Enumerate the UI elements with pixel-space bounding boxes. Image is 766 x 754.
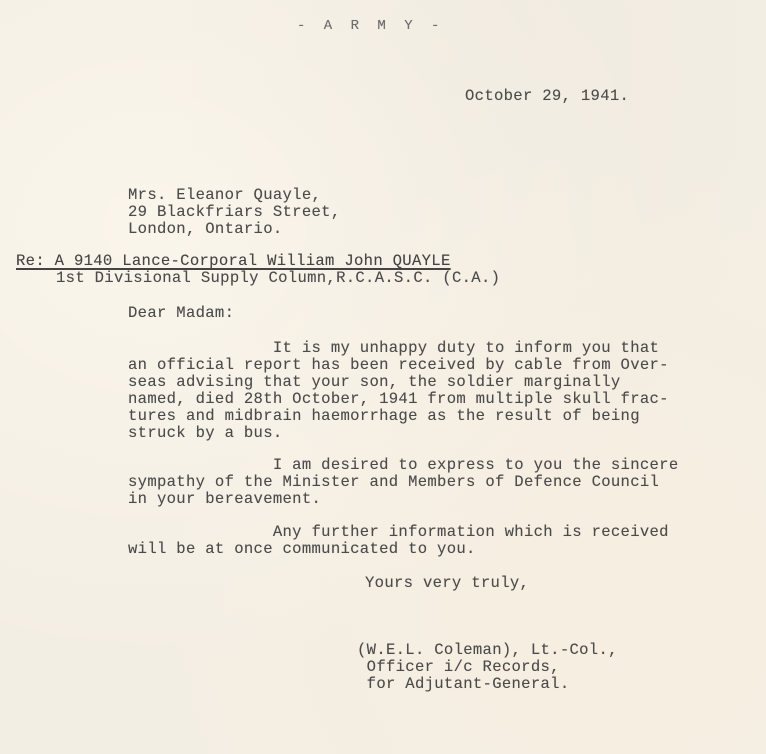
recipient-street: 29 Blackfriars Street, [128, 203, 341, 221]
paragraph-line: sympathy of the Minister and Members of Defence Council [128, 473, 660, 491]
signatory-title: Officer i/c Records, [357, 658, 560, 676]
paragraph-line: will be at once communicated to you. [128, 540, 476, 558]
paragraph-line: struck by a bus. [128, 424, 283, 442]
recipient-name: Mrs. Eleanor Quayle, [128, 186, 322, 204]
recipient-city: London, Ontario. [128, 220, 283, 238]
signatory-name: (W.E.L. Coleman), Lt.-Col., [357, 641, 618, 659]
paragraph-line: tures and midbrain haemorrhage as the result of being [128, 407, 640, 425]
paragraph-line: named, died 28th October, 1941 from multiple skull frac- [128, 390, 669, 408]
paragraph-line: I am desired to express to you the sincere [128, 456, 679, 474]
paragraph-line: an official report has been received by cable from Over- [128, 356, 669, 374]
letterhead-army: - A R M Y - [297, 18, 445, 34]
reference-unit: 1st Divisional Supply Column,R.C.A.S.C. (C.A.) [56, 269, 501, 287]
signatory-office: for Adjutant-General. [357, 675, 570, 693]
paragraph-line: seas advising that your son, the soldier marginally [128, 373, 621, 391]
reference-soldier: Re: A 9140 Lance-Corporal William John QUAYLE [16, 252, 451, 270]
closing: Yours very truly, [365, 574, 530, 592]
salutation: Dear Madam: [128, 304, 235, 322]
paragraph-line: Any further information which is received [128, 523, 669, 541]
paragraph-line: in your bereavement. [128, 490, 322, 508]
letter-date: October 29, 1941. [465, 87, 630, 105]
paragraph-line: It is my unhappy duty to inform you that [128, 339, 660, 357]
